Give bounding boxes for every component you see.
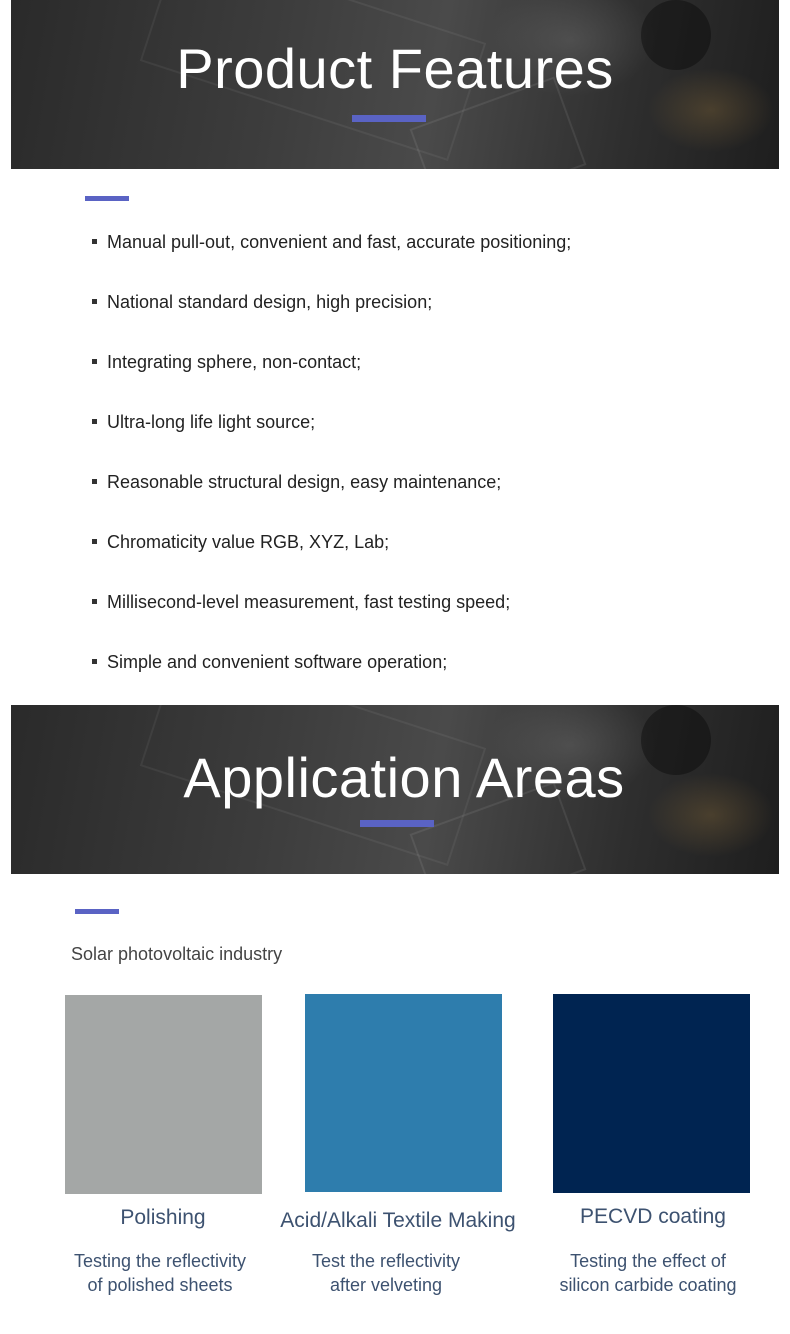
description-line: of polished sheets (87, 1275, 233, 1295)
description-line: Testing the effect of (570, 1251, 726, 1271)
polishing-description (40, 1249, 280, 1297)
description-line: silicon carbide coating (559, 1275, 737, 1295)
textile-swatch (305, 994, 502, 1192)
applications-title-underline (360, 820, 434, 827)
pecvd-description (526, 1249, 770, 1297)
description-line: Test the reflectivity (311, 1251, 461, 1271)
features-accent-bar (85, 196, 129, 201)
textile-description (266, 1249, 506, 1297)
applications-title: Application Areas (183, 746, 625, 809)
feature-item (90, 530, 571, 590)
feature-item (90, 350, 571, 410)
applications-banner (11, 705, 779, 874)
bullet-icon (92, 479, 97, 484)
bullet-icon (92, 419, 97, 424)
pecvd-swatch (553, 994, 750, 1193)
features-title-underline (352, 115, 426, 122)
feature-item (90, 590, 571, 650)
polishing-title: Polishing (120, 1206, 206, 1229)
industry-label: Solar photovoltaic industry (71, 944, 283, 964)
feature-item (90, 230, 571, 290)
feature-text: Ultra-long life light source; (107, 412, 316, 432)
bullet-icon (92, 539, 97, 544)
bullet-icon (92, 359, 97, 364)
feature-text: National standard design, high precision; (107, 292, 433, 312)
textile-title: Acid/Alkali Textile Making (280, 1209, 516, 1232)
feature-item (90, 650, 571, 710)
description-line: after velveting (329, 1275, 443, 1295)
bullet-icon (92, 599, 97, 604)
pecvd-title: PECVD coating (580, 1205, 726, 1228)
feature-item (90, 410, 571, 470)
feature-text: Chromaticity value RGB, XYZ, Lab; (107, 532, 390, 552)
bullet-icon (92, 239, 97, 244)
features-title: Product Features (176, 37, 614, 100)
features-list (90, 230, 571, 710)
feature-text: Millisecond-level measurement, fast testing speed; (107, 592, 511, 612)
bullet-icon (92, 299, 97, 304)
feature-item (90, 290, 571, 350)
applications-accent-bar (75, 909, 119, 914)
feature-text: Simple and convenient software operation; (107, 652, 448, 672)
description-line: Testing the reflectivity (73, 1251, 247, 1271)
feature-item (90, 470, 571, 530)
feature-text: Reasonable structural design, easy maintenance; (107, 472, 502, 492)
polishing-swatch (65, 995, 262, 1194)
feature-text: Integrating sphere, non-contact; (107, 352, 362, 372)
bullet-icon (92, 659, 97, 664)
features-banner (11, 0, 779, 169)
feature-text: Manual pull-out, convenient and fast, accurate positioning; (107, 232, 572, 252)
